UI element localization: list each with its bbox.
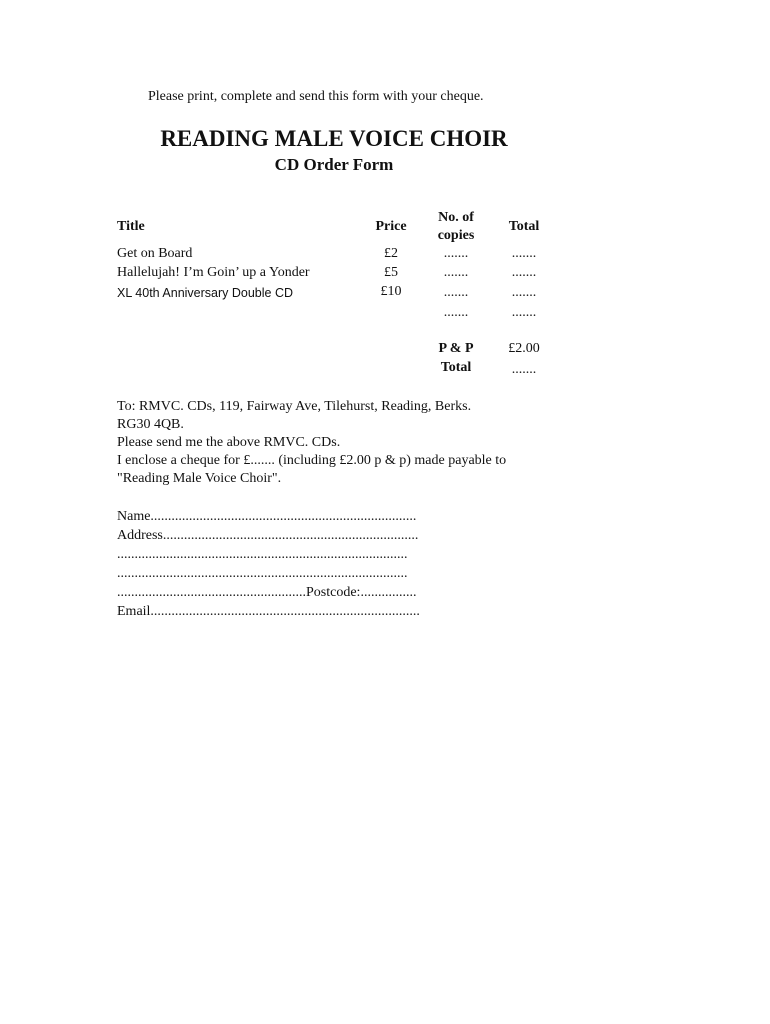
address-field-line2[interactable]: ................................................................................... (117, 547, 408, 562)
row-title: Get on Board (117, 246, 193, 261)
row-price: £2 (384, 246, 398, 261)
address-line: RG30 4QB. (117, 417, 184, 432)
row-price: £10 (380, 284, 402, 299)
row-copies[interactable]: ....... (443, 265, 469, 280)
mailing-instructions (117, 398, 506, 488)
row-title: XL 40th Anniversary Double CD (117, 286, 294, 300)
request-line: Please send me the above RMVC. CDs. (117, 435, 341, 450)
grand-total-label: Total (440, 360, 472, 375)
postcode-field[interactable]: ......................................................Postcode:................ (117, 585, 417, 600)
form-subtitle: CD Order Form (274, 155, 394, 174)
row-copies[interactable]: ....... (443, 285, 469, 300)
payee-line: "Reading Male Voice Choir". (117, 471, 282, 486)
pp-value: £2.00 (508, 341, 540, 356)
address-line: To: RMVC. CDs, 119, Fairway Ave, Tilehurst, Reading, Berks. (117, 399, 472, 414)
header-title: Title (117, 219, 145, 234)
row-copies[interactable]: ....... (443, 246, 469, 261)
address-field-line3[interactable]: ................................................................................... (117, 566, 408, 581)
header-price: Price (375, 219, 407, 234)
contact-fields (117, 507, 420, 621)
grand-total-value[interactable]: ....... (511, 362, 537, 377)
row-total[interactable]: ....... (511, 305, 537, 320)
cheque-line[interactable]: I enclose a cheque for £....... (including £2.00 p & p) made payable to (117, 453, 507, 468)
header-total: Total (508, 219, 540, 234)
instruction-text: Please print, complete and send this form with your cheque. (148, 89, 484, 104)
row-title: Hallelujah! I’m Goin’ up a Yonder (117, 265, 310, 280)
row-total[interactable]: ....... (511, 246, 537, 261)
page-title: READING MALE VOICE CHOIR (160, 126, 508, 151)
row-copies[interactable]: ....... (443, 305, 469, 320)
row-total[interactable]: ....... (511, 265, 537, 280)
header-copies-line1: No. of (438, 210, 474, 225)
header-copies-line2: copies (437, 228, 475, 243)
name-field[interactable]: Name............................................................................ (117, 509, 417, 524)
address-field[interactable]: Address......................................................................... (117, 528, 419, 543)
row-price: £5 (384, 265, 398, 280)
row-total[interactable]: ....... (511, 285, 537, 300)
email-field[interactable]: Email............................................................................. (117, 604, 420, 619)
pp-label: P & P (438, 341, 474, 356)
